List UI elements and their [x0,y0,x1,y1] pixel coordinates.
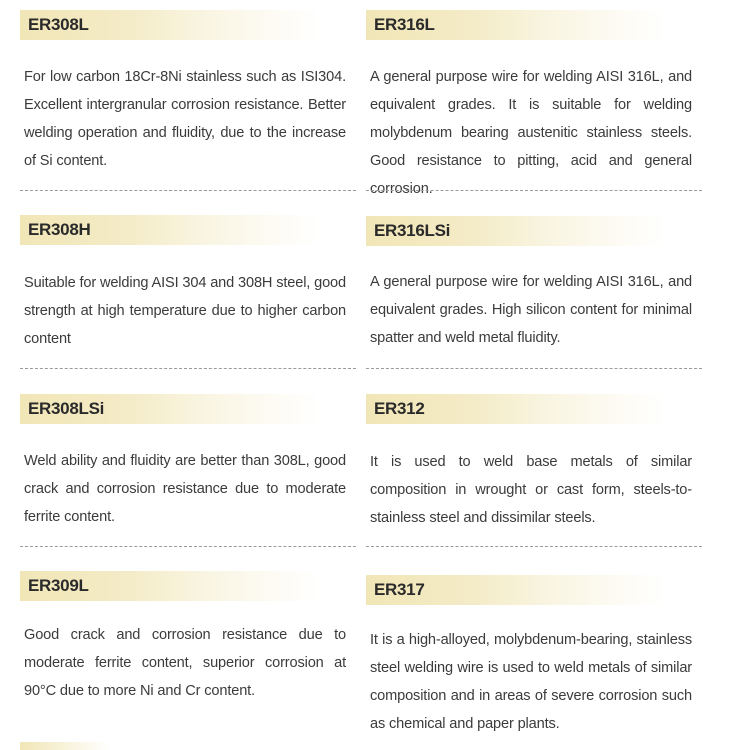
product-description: A general purpose wire for welding AISI 316L, and equivalent grades. It is suitable for welding molybdenum bearing austenitic stainless steels. Good resistance to pitting, acid and general corrosion. [370,69,692,197]
divider [366,546,702,547]
product-description: Weld ability and fluidity are better than 308L, good crack and corrosion resistance due to moderate ferrite content. [24,453,346,525]
product-code: ER312 [374,399,425,418]
product-description: Good crack and corrosion resistance due to moderate ferrite content, superior corrosion at 90°C due to more Ni and Cr content. [24,627,346,699]
product-description: For low carbon 18Cr-8Ni stainless such as ISI304. Excellent intergranular corrosion resistance. Better welding operation and fluidity, due to the increase of Si content. [24,69,346,169]
product-code-tag [366,10,666,40]
divider [366,368,702,369]
product-code-tag [20,215,320,245]
product-code-tag [366,575,666,605]
product-code: ER316LSi [374,221,451,240]
product-code: ER317 [374,580,425,599]
product-code: ER308LSi [28,399,105,418]
product-code-tag [366,216,666,246]
product-code-tag [20,394,320,424]
product-description: Suitable for welding AISI 304 and 308H steel, good strength at high temperature due to higher carbon content [24,275,346,347]
product-code: ER309L [28,576,89,595]
next-product-tag-edge [20,742,110,750]
divider [20,368,356,369]
product-description: A general purpose wire for welding AISI 316L, and equivalent grades. High silicon content for minimal spatter and weld metal fluidity. [370,274,692,346]
product-description: It is a high-alloyed, molybdenum-bearing, stainless steel welding wire is used to weld metals of similar composition and in areas of severe corrosion such as chemical and paper plants. [370,632,692,732]
product-code: ER308L [28,15,89,34]
divider [20,190,356,191]
divider [20,546,356,547]
product-code-tag [20,571,320,601]
product-code-tag [366,394,666,424]
product-code: ER308H [28,220,91,239]
product-description: It is used to weld base metals of similar composition in wrought or cast form, steels-to-stainless steel and dissimilar steels. [370,454,692,526]
product-code-tag [20,10,320,40]
product-code: ER316L [374,15,435,34]
divider [366,190,702,191]
